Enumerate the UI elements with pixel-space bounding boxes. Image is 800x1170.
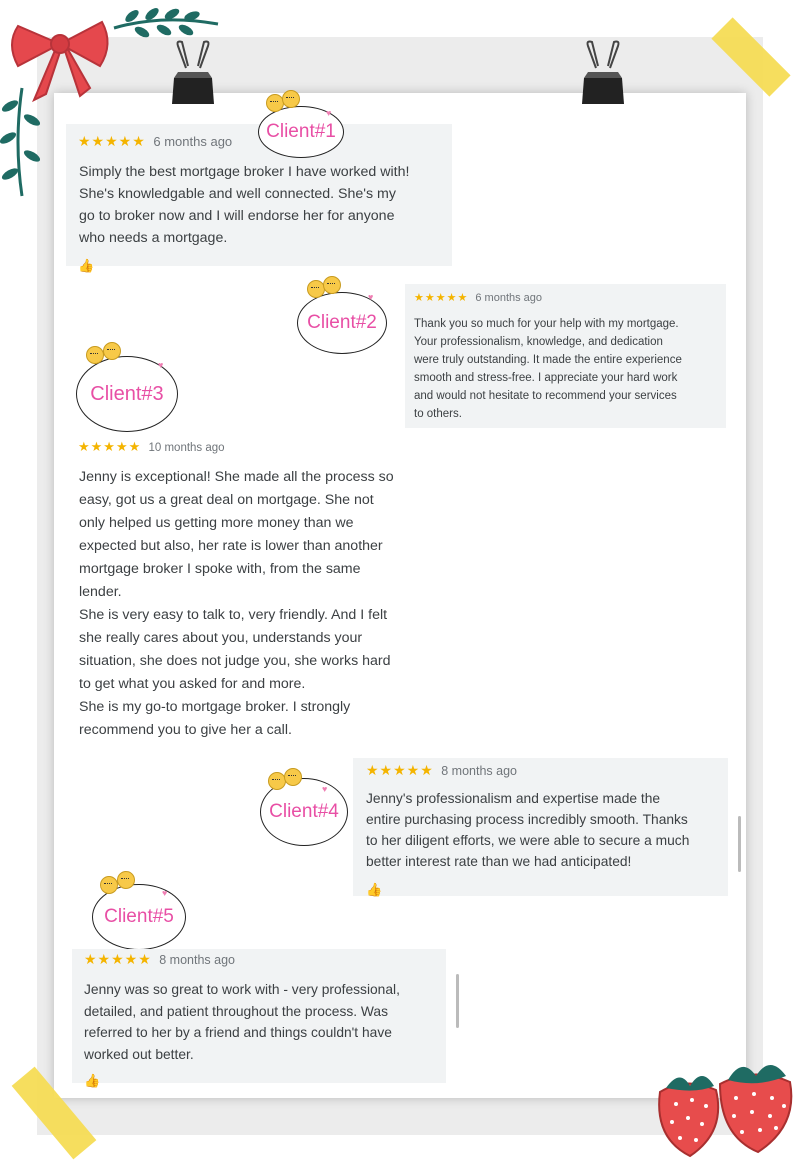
thumbs-up-icon[interactable]: 👍: [78, 258, 95, 273]
review-text: Jenny was so great to work with - very professional, detailed, and patient throughout the process. Was referred to her by a friend and things couldn't have worked out better.: [84, 982, 400, 1062]
client-bubble-5: [92, 884, 186, 950]
review-text: Jenny's professionalism and expertise made the entire purchasing process incredibly smooth. Thanks to her diligent efforts, we were able to secure a much better interest rate than we had anticipated!: [366, 791, 690, 869]
review-text: Jenny is exceptional! She made all the process so easy, got us a great deal on mortgage. She not only helped us getting more money than we expected but also, her rate is lower than another mortgage broker I spoke with, from the same lender. She is very easy to talk to, very friendly. And I felt she really cares about you, understands your situation, she does not judge you, she works hard to get what you asked for and more. She is my go-to mortgage broker. I strongly recommend you to give her a call.: [79, 469, 394, 738]
emoji-icon: [284, 768, 302, 786]
heart-icon: ♥: [326, 108, 332, 118]
thumbs-up-icon[interactable]: 👍: [366, 882, 383, 897]
review-time: 8 months ago: [441, 764, 517, 778]
review-text: Thank you so much for your help with my mortgage. Your professionalism, knowledge, and dedication were truly outstanding. It made the entire experience smooth and stress-free. I appreciate your hard work and would not hesitate to recommend your services to others.: [414, 318, 682, 420]
star-rating: ★★★★★: [414, 292, 469, 304]
review-card-2: [405, 284, 726, 428]
review-time: 6 months ago: [153, 134, 233, 149]
emoji-icon: [86, 346, 104, 364]
emoji-icon: [117, 871, 135, 889]
heart-icon: ♥: [368, 292, 374, 302]
scrollbar[interactable]: [456, 974, 459, 1028]
review-card-5: [72, 949, 446, 1088]
review-time: 10 months ago: [148, 442, 225, 454]
emoji-icon: [282, 90, 300, 108]
client-bubble-2: [297, 292, 387, 354]
binder-clip-icon: [580, 38, 626, 106]
client-label: Client#3: [90, 382, 164, 405]
leaf-icon: [0, 86, 40, 198]
star-rating: ★★★★★: [78, 133, 146, 149]
review-card-1: [66, 124, 452, 273]
heart-icon: ♥: [162, 888, 168, 898]
star-rating: ★★★★★: [366, 762, 434, 778]
review-time: 8 months ago: [159, 953, 235, 967]
client-label: Client#2: [307, 312, 377, 333]
star-rating: ★★★★★: [84, 951, 152, 967]
scrollbar[interactable]: [738, 816, 741, 872]
emoji-icon: [103, 342, 121, 360]
review-card-4: [353, 758, 728, 896]
review-text: Simply the best mortgage broker I have worked with! She's knowledgable and well connected. She's my go to broker now and I will endorse her for anyone who needs a mortgage.: [79, 164, 410, 246]
review-card-3: [66, 436, 426, 746]
client-label: Client#1: [266, 121, 336, 142]
emoji-icon: [323, 276, 341, 294]
star-rating: ★★★★★: [78, 439, 142, 454]
emoji-icon: [100, 876, 118, 894]
review-time: 6 months ago: [475, 292, 543, 304]
heart-icon: ♥: [322, 784, 328, 794]
leaf-icon: [112, 6, 222, 42]
client-label: Client#5: [104, 906, 174, 927]
client-label: Client#4: [269, 801, 339, 822]
thumbs-up-icon[interactable]: 👍: [84, 1073, 101, 1088]
binder-clip-icon: [170, 38, 216, 106]
strawberry-icon: [650, 1042, 800, 1160]
heart-icon: ♥: [158, 360, 164, 370]
